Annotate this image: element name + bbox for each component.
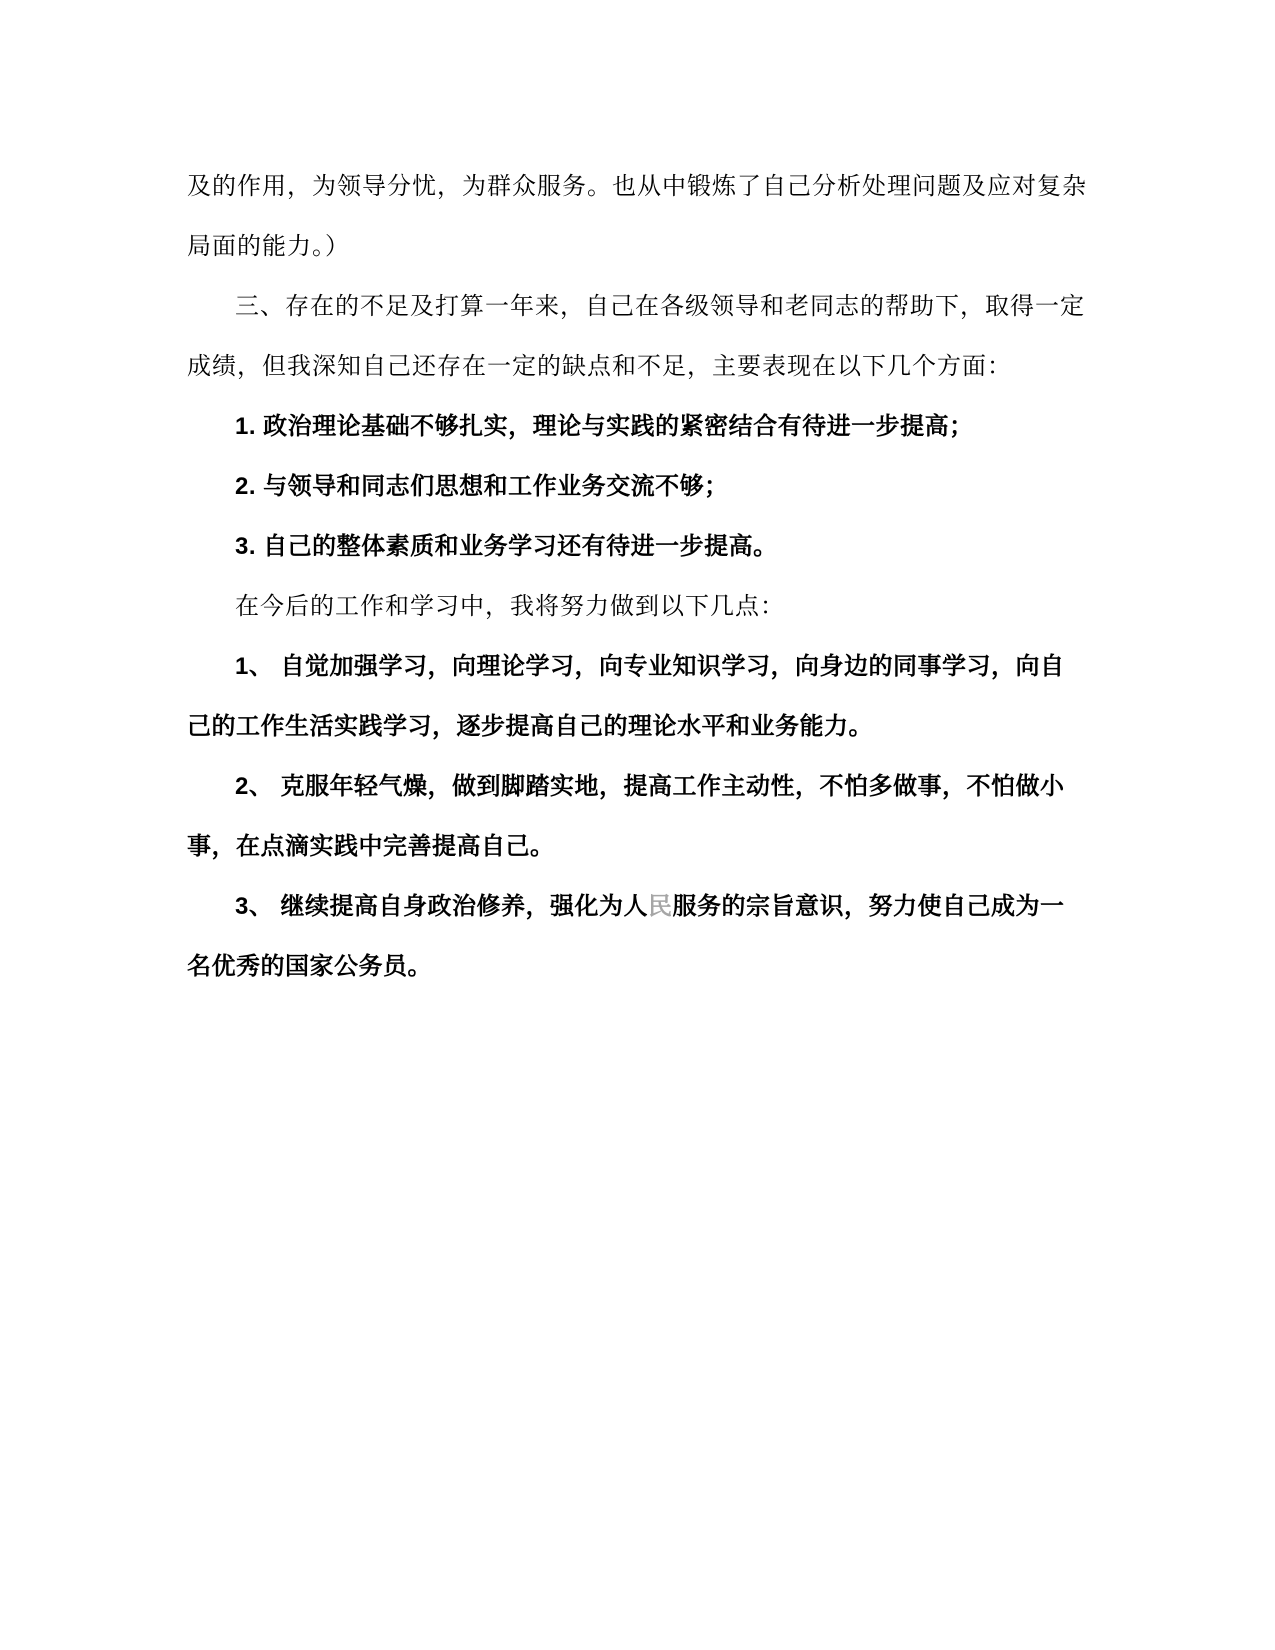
list-item-shortcoming-2: 2. 与领导和同志们思想和工作业务交流不够； [235, 473, 729, 500]
text-segment: 服务的宗旨意识，努力使自己成为一 [672, 893, 1065, 920]
text-line: 成绩，但我深知自己还存在一定的缺点和不足，主要表现在以下几个方面： [187, 354, 1012, 380]
text-line: 局面的能力。） [187, 234, 350, 260]
list-item-plan-1: 1、 自觉加强学习，向理论学习，向专业知识学习，向身边的同事学习，向自 [235, 653, 1065, 680]
list-item-shortcoming-3: 3. 自己的整体素质和业务学习还有待进一步提高。 [235, 533, 778, 560]
list-item-shortcoming-1: 1. 政治理论基础不够扎实，理论与实践的紧密结合有待进一步提高； [235, 413, 974, 440]
text-segment: 3、 继续提高自身政治修养，强化为人 [235, 893, 649, 920]
list-item-plan-3 [187, 877, 1092, 937]
text-line: 三、存在的不足及打算一年来，自己在各级领导和老同志的帮助下，取得一定 [235, 294, 1085, 320]
text-line: 名优秀的国家公务员。 [187, 953, 432, 980]
list-item-plan-2: 2、 克服年轻气燥，做到脚踏实地，提高工作主动性，不怕多做事，不怕做小 [235, 773, 1065, 800]
text-line: 及的作用，为领导分忧，为群众服务。也从中锻炼了自己分析处理问题及应对复杂 [187, 174, 1087, 200]
text-line: 事，在点滴实践中完善提高自己。 [187, 833, 555, 860]
text-line: 在今后的工作和学习中，我将努力做到以下几点： [235, 594, 785, 620]
text-line: 己的工作生活实践学习，逐步提高自己的理论水平和业务能力。 [187, 713, 873, 740]
document-body [187, 157, 1092, 997]
highlighted-gray-char: 民 [648, 893, 673, 920]
